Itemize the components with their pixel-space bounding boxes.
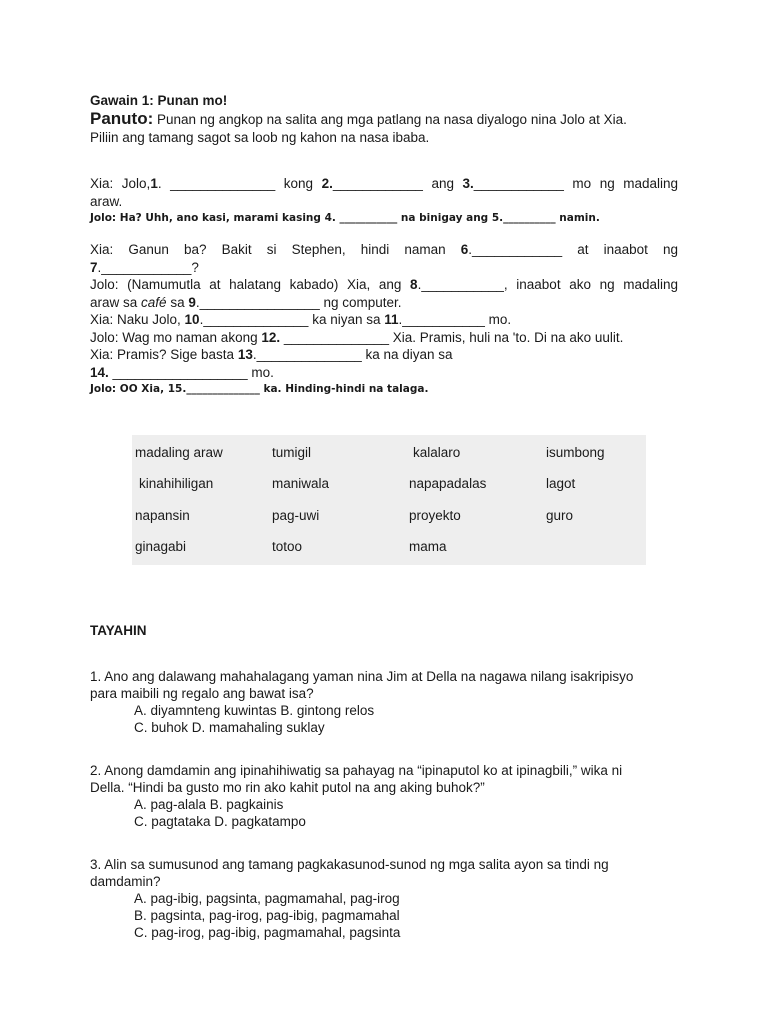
- dialogue-line-3b: 7.____________?: [90, 259, 199, 275]
- question-options: C. buhok D. mamahaling suklay: [134, 720, 325, 735]
- question-options: A. pag-ibig, pagsinta, pagmamahal, pag-irog: [134, 891, 400, 906]
- word-choice: guro: [546, 508, 574, 523]
- question-options: A. pag-alala B. pagkainis: [134, 797, 284, 812]
- word-choice: proyekto: [409, 508, 461, 523]
- dialogue-line-1b: araw.: [90, 193, 123, 209]
- question-stem: 1. Ano ang dalawang mahahalagang yaman nina Jim at Della na nagawa nilang isakripisyo: [90, 669, 634, 684]
- question-options: C. pag-irog, pag-ibig, pagmamahal, pagsinta: [134, 925, 401, 940]
- dialogue-line-4b: araw sa café sa 9.________________ ng computer.: [90, 294, 402, 310]
- question-stem: 3. Alin sa sumusunod ang tamang pagkakasunod-sunod ng mga salita ayon sa tindi ng: [90, 857, 609, 872]
- panuto-label: Panuto:: [90, 109, 154, 128]
- panuto-text: Punan ng angkop na salita ang mga patlang na nasa diyalogo nina Jolo at Xia.: [153, 112, 627, 127]
- dialogue-line-8: 14. __________________ mo.: [90, 364, 274, 380]
- dialogue-line-4: Jolo: (Namumutla at halatang kabado) Xia, ang 8.___________, inaabot ako ng madaling: [90, 277, 679, 292]
- word-choice: madaling araw: [135, 445, 223, 460]
- question-options: B. pagsinta, pag-irog, pag-ibig, pagmamahal: [134, 908, 400, 923]
- word-choice: napapadalas: [409, 476, 487, 491]
- question: [90, 668, 690, 736]
- word-choice: tumigil: [272, 445, 312, 460]
- question-options: C. pagtataka D. pagkatampo: [134, 814, 306, 829]
- dialogue: [90, 175, 678, 398]
- word-choice: ginagabi: [135, 539, 187, 554]
- word-choice: kalalaro: [413, 445, 461, 460]
- word-choice: mama: [409, 539, 447, 554]
- gawain-section: [90, 92, 678, 398]
- word-choice: maniwala: [272, 476, 330, 491]
- tayahin-section: [90, 623, 690, 941]
- word-choice: isumbong: [546, 445, 605, 460]
- dialogue-line-6: Jolo: Wag mo naman akong 12. ______________ Xia. Pramis, huli na 'to. Di na ako uulit.: [90, 329, 624, 345]
- dialogue-line-7: Xia: Pramis? Sige basta 13.______________ ka na diyan sa: [90, 347, 453, 362]
- question: [90, 762, 690, 830]
- dialogue-line-9: Jolo: OO Xia, 15.______________ ka. Hinding-hindi na talaga.: [90, 383, 429, 395]
- word-choice-box: [132, 435, 646, 565]
- word-choice: lagot: [546, 476, 576, 491]
- dialogue-line-5: Xia: Naku Jolo, 10.______________ ka niyan sa 11.___________ mo.: [90, 312, 512, 327]
- word-choice: napansin: [135, 508, 190, 523]
- question: [90, 856, 690, 941]
- panuto-paragraph: [90, 110, 678, 147]
- tayahin-title: TAYAHIN: [90, 623, 147, 638]
- question-stem: damdamin?: [90, 874, 161, 889]
- question-stem: 2. Anong damdamin ang ipinahihiwatig sa pahayag na “ipinaputol ko at ipinagbili,” wika ni: [90, 763, 623, 778]
- question-stem: Della. “Hindi ba gusto mo rin ako kahit putol na ang aking buhok?”: [90, 780, 485, 795]
- word-choice: pag-uwi: [272, 508, 320, 523]
- dialogue-line-3: Xia: Ganun ba? Bakit si Stephen, hindi naman 6.____________ at inaabot ng: [90, 242, 679, 257]
- dialogue-line-2: Jolo: Ha? Uhh, ano kasi, marami kasing 4. ___________ na binigay ang 5.__________ namin.: [90, 212, 600, 224]
- question-options: A. diyamnteng kuwintas B. gintong relos: [134, 703, 375, 718]
- panuto-text-2: Piliin ang tamang sagot sa loob ng kahon na nasa ibaba.: [90, 130, 430, 145]
- word-choice: kinahihiligan: [139, 476, 214, 491]
- question-stem: para maibili ng regalo ang bawat isa?: [90, 686, 314, 701]
- dialogue-line-1: Xia: Jolo,1. ______________ kong 2.____________ ang 3.____________ mo ng madaling: [90, 176, 679, 191]
- word-choice: totoo: [272, 539, 303, 554]
- gawain-title: Gawain 1: Punan mo!: [90, 93, 228, 108]
